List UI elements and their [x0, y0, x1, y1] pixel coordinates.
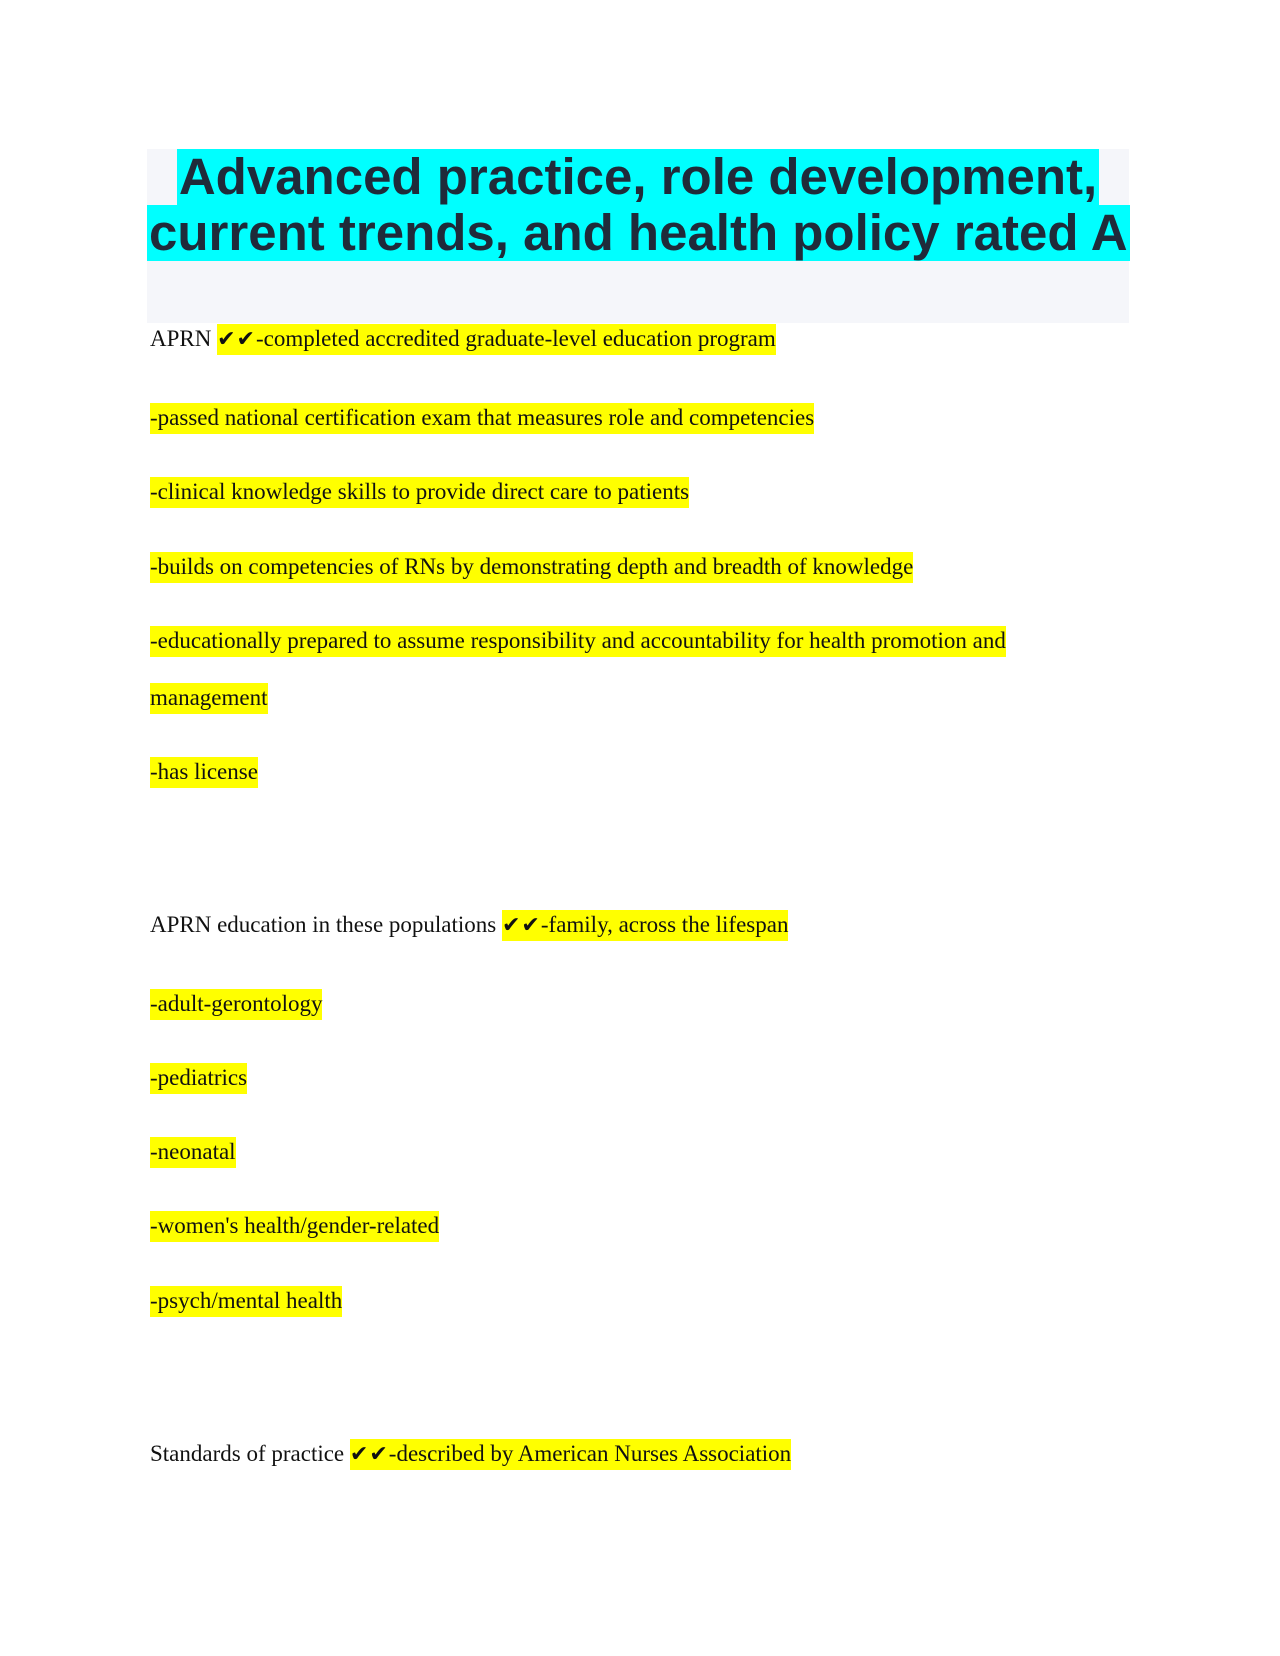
definition-text: -psych/mental health — [150, 1286, 342, 1317]
definition-text: -clinical knowledge skills to provide direct care to patients — [150, 477, 689, 508]
definition-text: -educationally prepared to assume responsibility and accountability for health promotion and — [150, 626, 1006, 657]
term-standards-of-practice: Standards of practice — [150, 1441, 345, 1466]
definition-text: -passed national certification exam that measures role and competencies — [150, 403, 814, 434]
document-title-block — [147, 149, 1129, 323]
term-aprn-education: APRN education in these populations — [150, 912, 497, 937]
definition-line — [150, 625, 1006, 657]
definition-line — [150, 988, 322, 1020]
definition-line — [150, 551, 913, 583]
document-title-line-2: current trends, and health policy rated A — [149, 204, 1128, 261]
definition-text: management — [150, 683, 268, 714]
definition-aprn-education — [502, 910, 788, 941]
check-icon: ✔✔ — [349, 1442, 389, 1467]
definition-line — [150, 682, 268, 714]
definition-line — [150, 402, 814, 434]
definition-text: -completed accredited graduate-level education program — [255, 326, 776, 351]
term-line-aprn — [150, 323, 776, 356]
definition-line — [150, 1136, 236, 1168]
definition-line — [150, 1285, 342, 1317]
definition-text: -women's health/gender-related — [150, 1211, 439, 1242]
definition-text: -pediatrics — [150, 1063, 247, 1094]
document-title-line-1: Advanced practice, role development, — [178, 148, 1098, 205]
definition-aprn — [217, 324, 776, 355]
definition-standards-of-practice — [350, 1439, 791, 1470]
definition-text: -neonatal — [150, 1137, 236, 1168]
definition-line — [150, 1062, 247, 1094]
definition-text: -family, across the lifespan — [540, 912, 789, 937]
definition-line — [150, 1210, 439, 1242]
definition-text: -adult-gerontology — [150, 989, 322, 1020]
definition-text: -has license — [150, 757, 258, 788]
definition-line — [150, 756, 258, 788]
term-line-aprn-education — [150, 909, 788, 942]
check-icon: ✔✔ — [502, 913, 541, 938]
definition-text: -builds on competencies of RNs by demonstrating depth and breadth of knowledge — [150, 552, 913, 583]
check-icon: ✔✔ — [217, 327, 256, 352]
definition-line — [150, 476, 689, 508]
definition-text: -described by American Nurses Association — [388, 1441, 792, 1466]
term-line-standards-of-practice — [150, 1438, 791, 1471]
term-aprn: APRN — [150, 326, 212, 351]
